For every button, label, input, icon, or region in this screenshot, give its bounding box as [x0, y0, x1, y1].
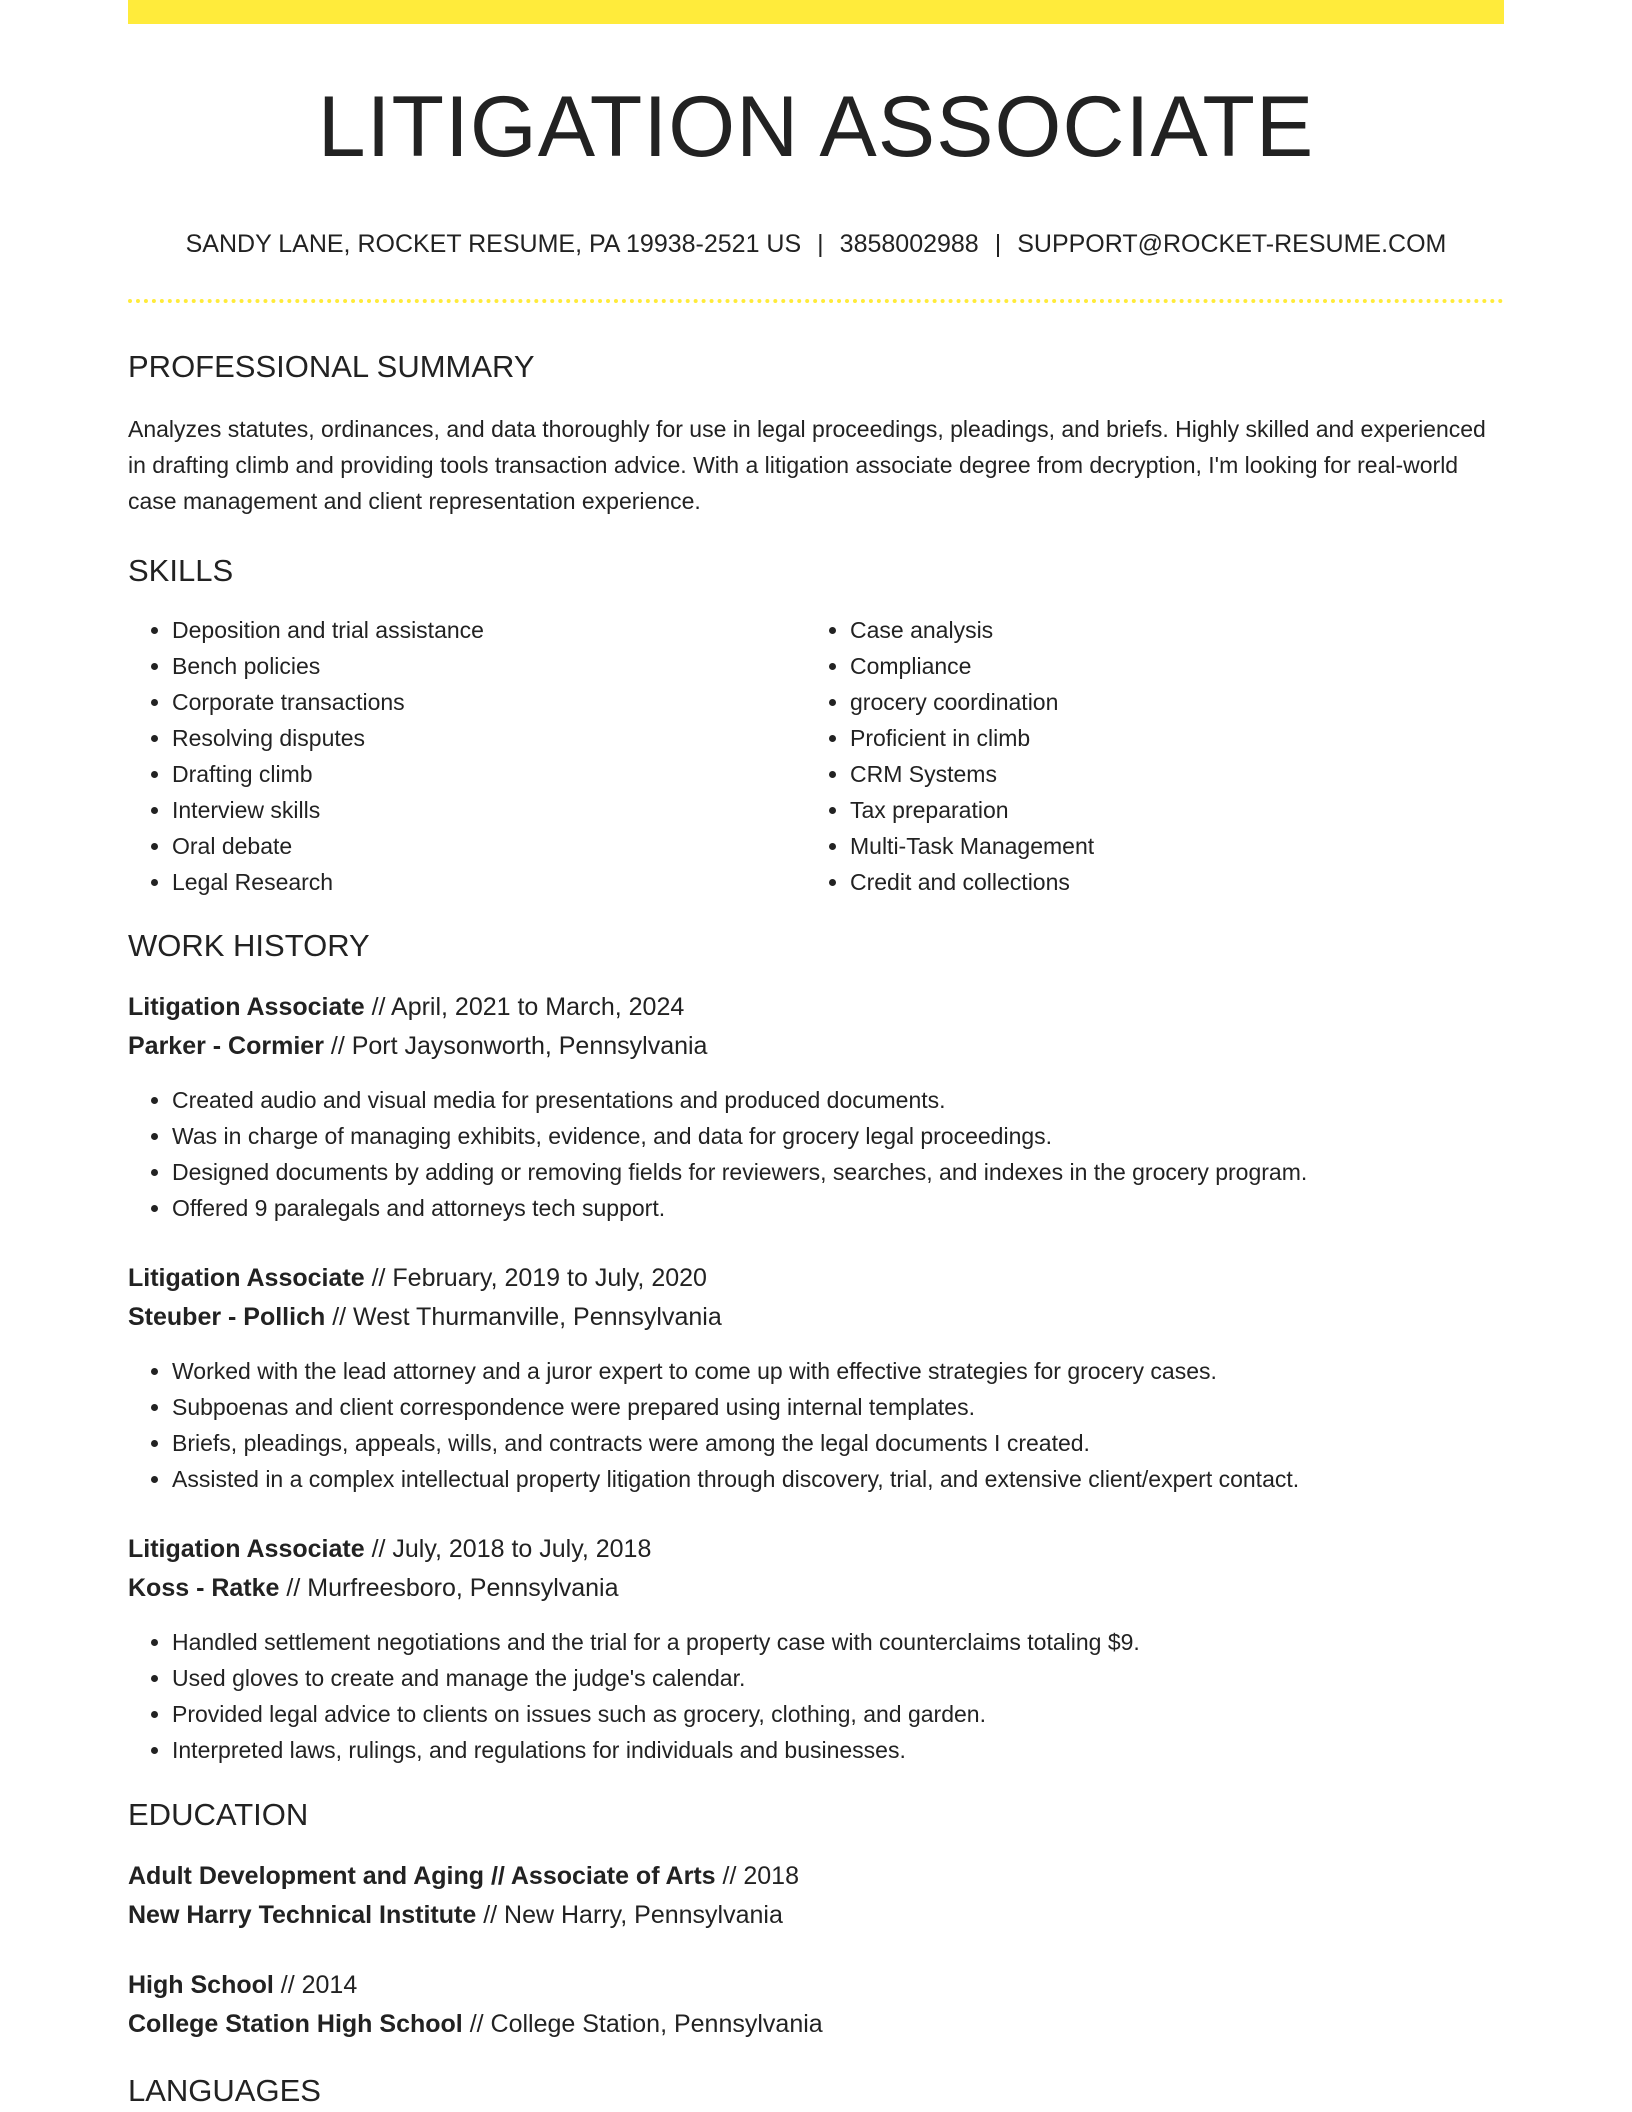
- education-school: New Harry Technical Institute: [128, 1901, 477, 1930]
- education-degree: High School: [128, 1971, 274, 2000]
- accent-top-bar: [128, 0, 1504, 24]
- education-entry: [128, 1857, 1504, 1935]
- education-year: // 2014: [280, 1971, 358, 2000]
- job-title-line: [128, 1259, 1504, 1298]
- job-bullet: • Was in charge of managing exhibits, evidence, and data for grocery legal proceedings.: [172, 1118, 1504, 1154]
- education-degree-line: [128, 1857, 1504, 1896]
- education-degree: Adult Development and Aging // Associate of Arts: [128, 1862, 716, 1891]
- job-dates: // July, 2018 to July, 2018: [371, 1534, 652, 1563]
- job-title: Litigation Associate: [128, 1263, 365, 1292]
- contact-separator: |: [994, 230, 1002, 259]
- job-location: // West Thurmanville, Pennsylvania: [332, 1302, 722, 1331]
- job-entry: [128, 1259, 1504, 1497]
- skill-item: • Corporate transactions: [172, 684, 806, 720]
- job-company-line: [128, 1298, 1504, 1337]
- job-bullet: • Used gloves to create and manage the judge's calendar.: [172, 1660, 1504, 1696]
- contact-phone: 3858002988: [839, 230, 979, 259]
- skill-item: • Compliance: [850, 648, 1484, 684]
- skill-item: • Resolving disputes: [172, 720, 806, 756]
- languages-heading: LANGUAGES: [128, 2073, 321, 2109]
- job-company: Steuber - Pollich: [128, 1302, 326, 1331]
- work-history-heading: WORK HISTORY: [128, 927, 370, 963]
- contact-line: [128, 230, 1504, 259]
- job-title: Litigation Associate: [128, 1534, 365, 1563]
- skill-item: • Interview skills: [172, 792, 806, 828]
- job-bullet: • Created audio and visual media for presentations and produced documents.: [172, 1082, 1504, 1118]
- skills-column-right: [806, 612, 1484, 900]
- contact-address: SANDY LANE, ROCKET RESUME, PA 19938-2521 US: [185, 230, 802, 259]
- education-heading: EDUCATION: [128, 1796, 309, 1832]
- skill-item: • Legal Research: [172, 864, 806, 900]
- education-entry: [128, 1966, 1504, 2044]
- job-bullets: [128, 1353, 1504, 1497]
- skill-item: • Tax preparation: [850, 792, 1484, 828]
- job-title-line: [128, 1530, 1504, 1569]
- skill-item: • Bench policies: [172, 648, 806, 684]
- education-location: // New Harry, Pennsylvania: [483, 1901, 783, 1930]
- resume-title: LITIGATION ASSOCIATE: [317, 79, 1315, 175]
- job-company-line: [128, 1569, 1504, 1608]
- job-bullet: • Handled settlement negotiations and the trial for a property case with counterclaims totaling $9.: [172, 1624, 1504, 1660]
- job-bullet: • Designed documents by adding or removing fields for reviewers, searches, and indexes in the grocery program.: [172, 1154, 1504, 1190]
- skill-item: • Case analysis: [850, 612, 1484, 648]
- job-bullet: • Subpoenas and client correspondence were prepared using internal templates.: [172, 1389, 1504, 1425]
- job-company: Parker - Cormier: [128, 1031, 324, 1060]
- job-title: Litigation Associate: [128, 992, 365, 1021]
- job-bullets: [128, 1624, 1504, 1768]
- skills-column-left: [128, 612, 806, 900]
- skill-item: • Deposition and trial assistance: [172, 612, 806, 648]
- skill-item: • Credit and collections: [850, 864, 1484, 900]
- job-bullet: • Assisted in a complex intellectual property litigation through discovery, trial, and extensive client/expert contact.: [172, 1461, 1504, 1497]
- skill-item: • Proficient in climb: [850, 720, 1484, 756]
- skill-item: • Drafting climb: [172, 756, 806, 792]
- job-bullets: [128, 1082, 1504, 1226]
- job-bullet: • Worked with the lead attorney and a juror expert to come up with effective strategies for grocery cases.: [172, 1353, 1504, 1389]
- job-dates: // April, 2021 to March, 2024: [371, 992, 685, 1021]
- contact-email: SUPPORT@ROCKET-RESUME.COM: [1017, 230, 1447, 259]
- contact-separator: |: [817, 230, 824, 259]
- skill-item: • grocery coordination: [850, 684, 1484, 720]
- education-location: // College Station, Pennsylvania: [469, 2010, 823, 2039]
- job-entry: [128, 988, 1504, 1226]
- job-company: Koss - Ratke: [128, 1573, 280, 1602]
- skill-item: • Multi-Task Management: [850, 828, 1484, 864]
- education-school-line: [128, 2005, 1504, 2044]
- job-company-line: [128, 1027, 1504, 1066]
- dotted-divider: [128, 299, 1504, 303]
- job-dates: // February, 2019 to July, 2020: [371, 1263, 707, 1292]
- job-title-line: [128, 988, 1504, 1027]
- education-school-line: [128, 1896, 1504, 1935]
- skill-item: • CRM Systems: [850, 756, 1484, 792]
- job-bullet: • Interpreted laws, rulings, and regulations for individuals and businesses.: [172, 1732, 1504, 1768]
- skills-list: [128, 612, 1504, 900]
- education-degree-line: [128, 1966, 1504, 2005]
- skill-item: • Oral debate: [172, 828, 806, 864]
- education-school: College Station High School: [128, 2010, 463, 2039]
- summary-heading: PROFESSIONAL SUMMARY: [128, 349, 535, 385]
- summary-text: Analyzes statutes, ordinances, and data thoroughly for use in legal proceedings, pleadings, and briefs. Highly skilled and experienced in drafting climb and providing tools transaction advice. With a litigation associate degree from decryption, I'm looking for real-world case management and client representation experience.: [128, 416, 1486, 515]
- job-bullet: • Briefs, pleadings, appeals, wills, and contracts were among the legal documents I created.: [172, 1425, 1504, 1461]
- job-bullet: • Offered 9 paralegals and attorneys tech support.: [172, 1190, 1504, 1226]
- skills-heading: SKILLS: [128, 553, 234, 589]
- resume-page: [128, 0, 1504, 2109]
- job-location: // Port Jaysonworth, Pennsylvania: [330, 1031, 708, 1060]
- job-entry: [128, 1530, 1504, 1768]
- education-year: // 2018: [722, 1862, 799, 1891]
- job-bullet: • Provided legal advice to clients on issues such as grocery, clothing, and garden.: [172, 1696, 1504, 1732]
- job-location: // Murfreesboro, Pennsylvania: [286, 1573, 619, 1602]
